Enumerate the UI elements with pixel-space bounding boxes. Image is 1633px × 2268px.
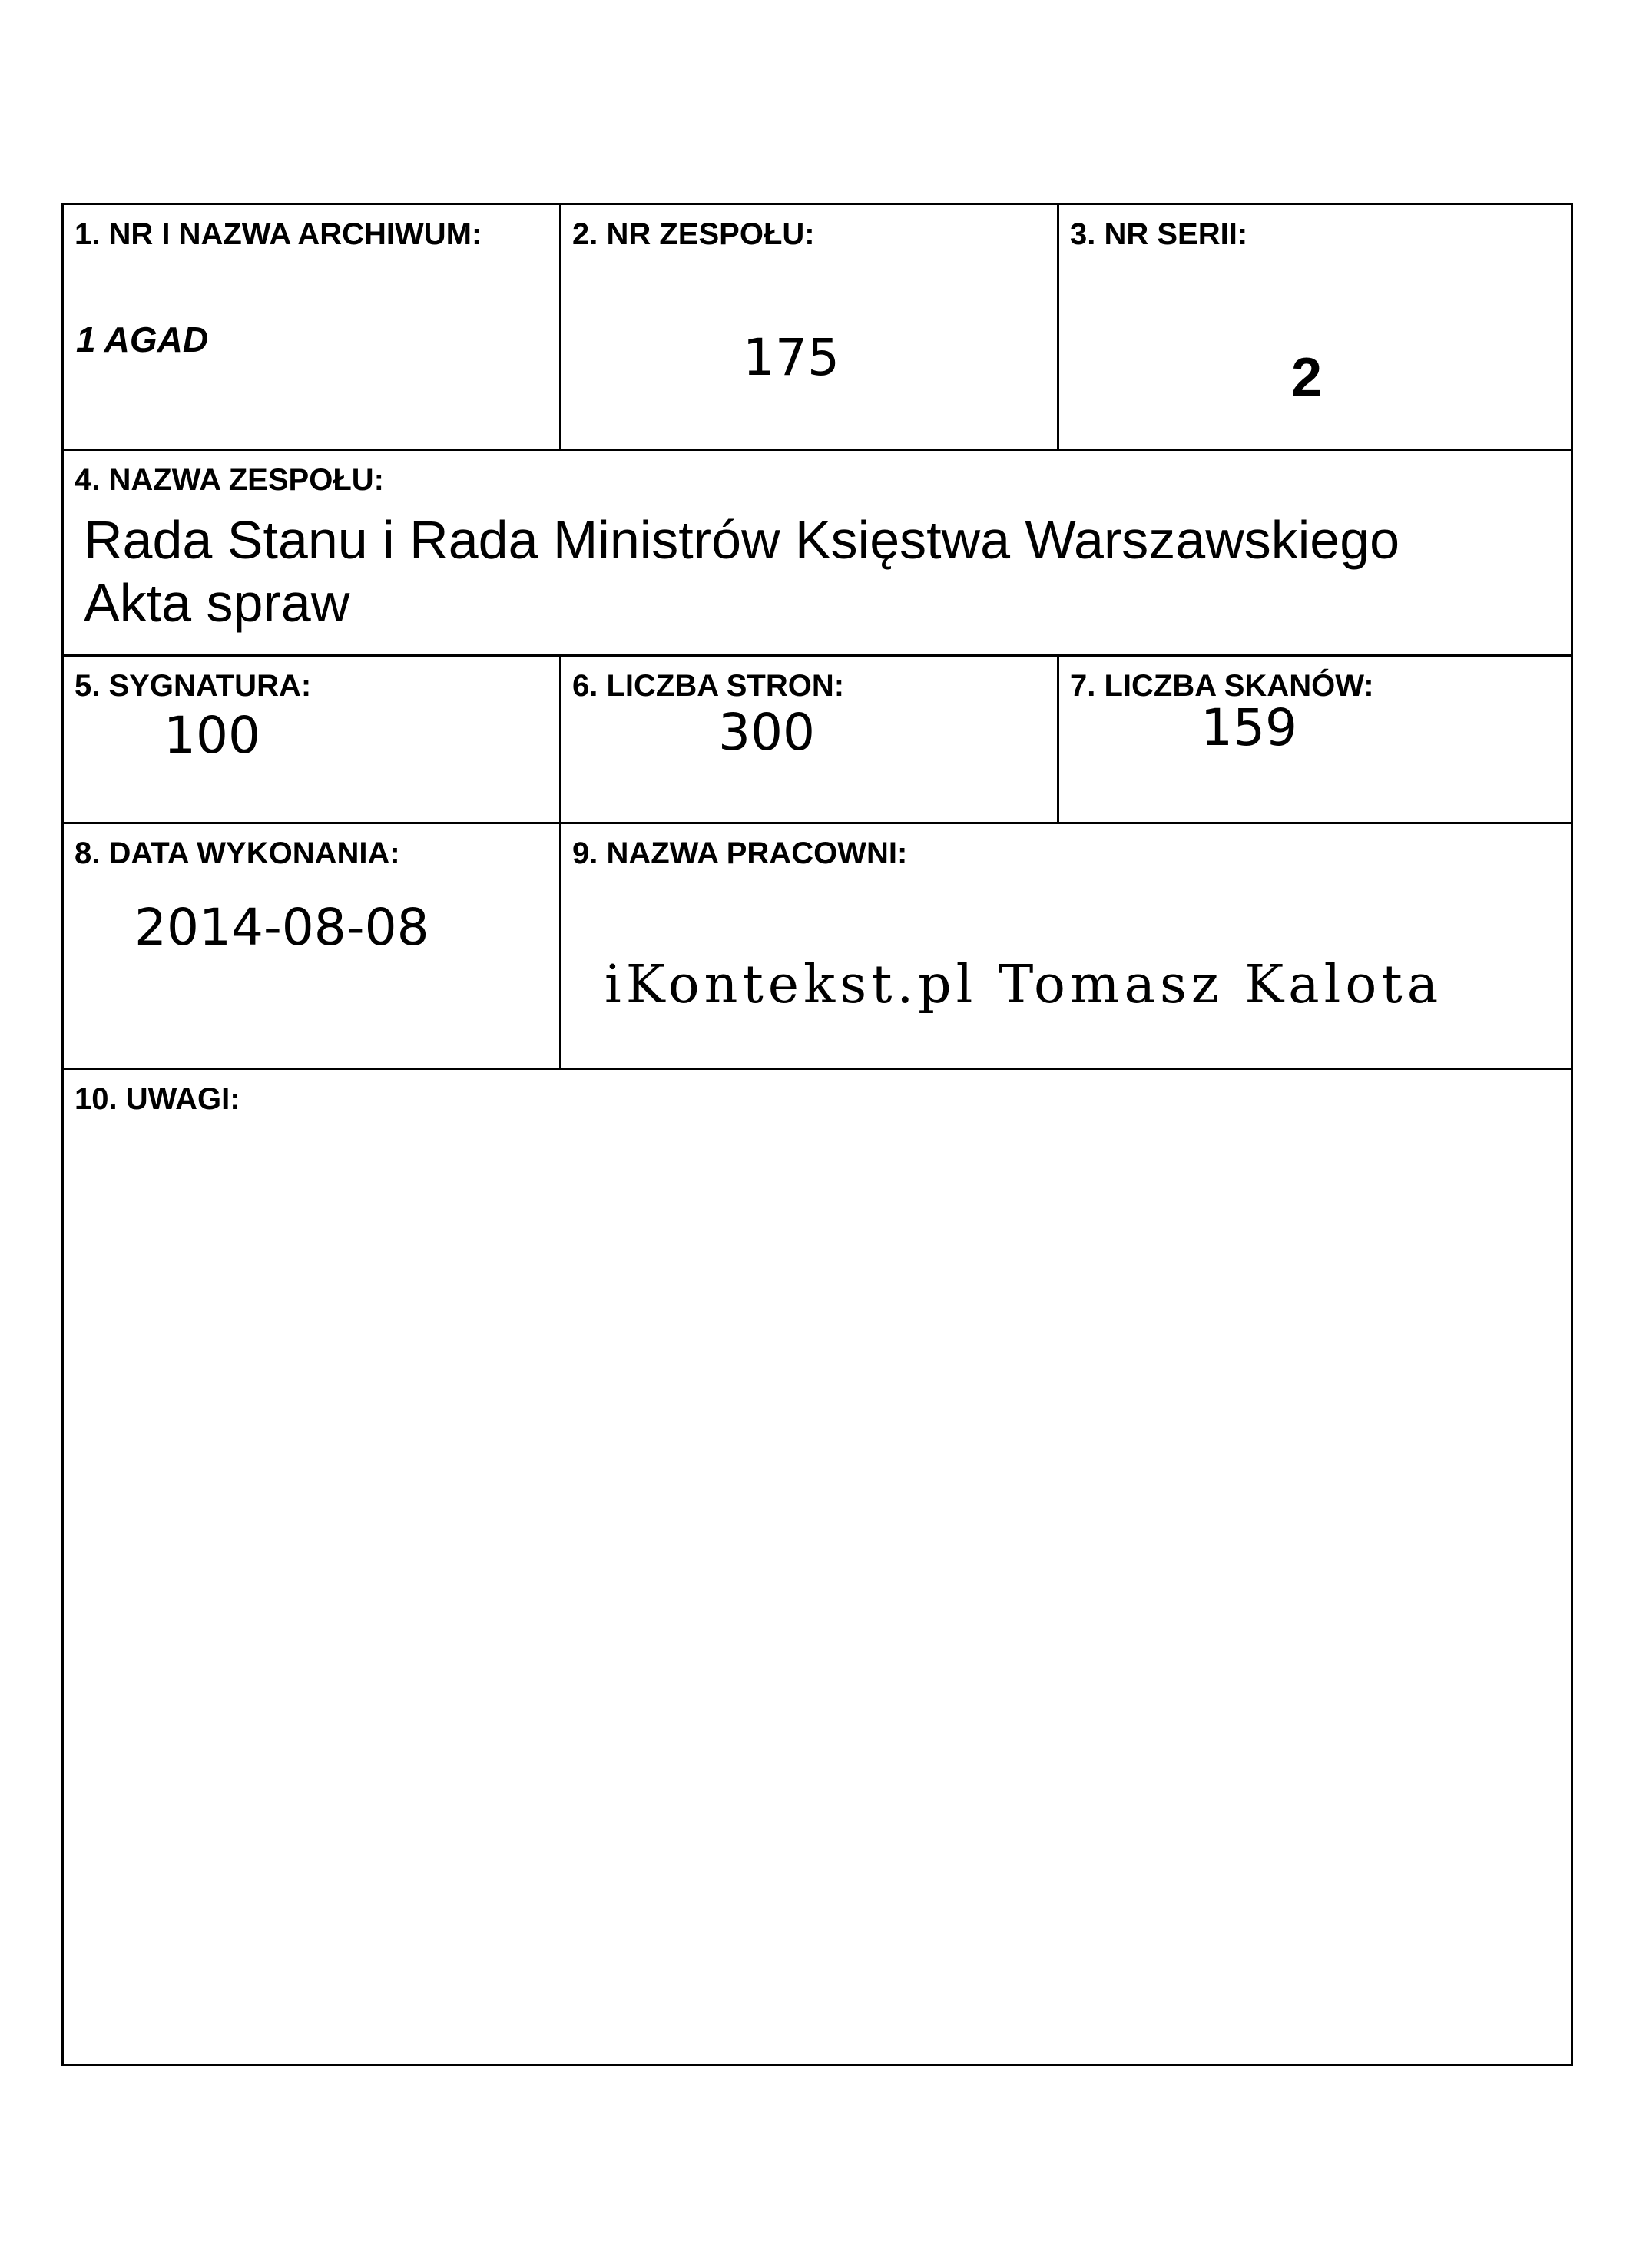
archive-scan-form — [61, 203, 1573, 2066]
cell-scan-count — [1057, 657, 1573, 822]
date-label: 8. DATA WYKONANIA: — [75, 836, 400, 870]
scan-count-label: 7. LICZBA SKANÓW: — [1070, 669, 1374, 703]
fonds-number-value: 175 — [743, 328, 840, 387]
scan-count-value: 159 — [1201, 698, 1297, 757]
fonds-name-line1: Rada Stanu i Rada Ministrów Księstwa Warszawskiego — [84, 510, 1400, 570]
cell-remarks — [64, 1070, 1571, 2064]
fonds-name-label: 4. NAZWA ZESPOŁU: — [75, 463, 384, 497]
workshop-label: 9. NAZWA PRACOWNI: — [572, 836, 908, 870]
cell-workshop — [559, 824, 1573, 1068]
form-row-archive — [64, 205, 1571, 451]
cell-fonds-name — [64, 451, 1571, 654]
series-number-value: 2 — [1291, 347, 1323, 409]
cell-series-number — [1057, 205, 1573, 449]
cell-signature — [64, 657, 559, 822]
cell-fonds-number — [559, 205, 1057, 449]
form-row-fonds-name — [64, 451, 1571, 657]
signature-label: 5. SYGNATURA: — [75, 669, 312, 703]
fonds-name-line2: Akta spraw — [84, 573, 350, 633]
remarks-label: 10. UWAGI: — [75, 1082, 240, 1116]
page-count-value: 300 — [718, 703, 815, 762]
cell-archive — [64, 205, 559, 449]
archive-label: 1. NR I NAZWA ARCHIWUM: — [75, 217, 482, 251]
workshop-value: iKontekst.pl Tomasz Kalota — [605, 955, 1443, 1015]
date-value: 2014-08-08 — [134, 898, 429, 957]
form-row-remarks — [64, 1070, 1571, 2064]
archive-value: 1 AGAD — [76, 320, 209, 359]
form-row-counts — [64, 657, 1571, 824]
series-number-label: 3. NR SERII: — [1070, 217, 1248, 251]
fonds-number-label: 2. NR ZESPOŁU: — [572, 217, 815, 251]
page-count-label: 6. LICZBA STRON: — [572, 669, 845, 703]
cell-date — [64, 824, 559, 1068]
signature-value: 100 — [164, 706, 260, 765]
cell-page-count — [559, 657, 1057, 822]
form-row-date-workshop — [64, 824, 1571, 1070]
